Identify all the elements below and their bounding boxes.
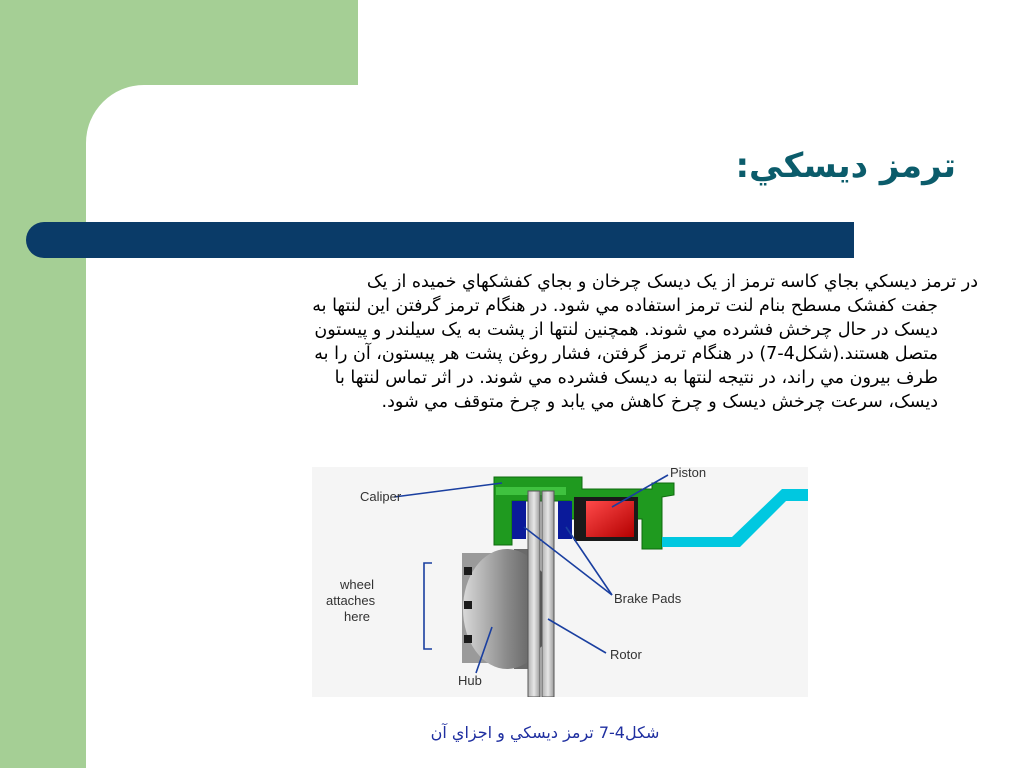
wheel-label-line-3: here: [344, 609, 371, 624]
body-line-5: طرف بيرون مي راند، در نتيجه لنتها به ديسک فشرده مي شوند. در اثر تماس لنتها با: [334, 368, 938, 388]
piston-label: Piston: [670, 467, 707, 480]
brake-pad-inner: [512, 501, 526, 539]
piston: [574, 497, 638, 541]
body-line-4: متصل هستند.(شكل4-7) در هنگام ترمز گرفتن، فشار روغن پشت هر پيستون، آن را به: [314, 344, 938, 364]
wheel-label-line-1: wheel: [340, 577, 374, 592]
body-paragraph: [128, 270, 978, 414]
figure-caption: شكل4-7 ترمز ديسكي و اجزاي آن: [430, 723, 660, 742]
slide-title: ترمز ديسكي:: [735, 146, 956, 186]
body-line-1: در ترمز ديسكي بجاي كاسه ترمز از يک ديسک چرخان و بجاي كفشكهاي خميده از يک: [366, 272, 978, 292]
title-underline-bar: [26, 222, 854, 258]
caliper-label: Caliper: [360, 489, 402, 504]
hydraulic-line: [662, 489, 808, 547]
brake-pads-label: Brake Pads: [614, 591, 682, 606]
rotor-leader-line: [548, 619, 606, 653]
wheel-label-line-2: attaches: [326, 593, 376, 608]
rotor-label: Rotor: [610, 647, 642, 662]
wheel-bracket: [424, 563, 432, 649]
body-line-3: ديسک در حال چرخش فشرده مي شوند. همچنين لنتها از پشت به يک سيلندر و پيستون: [314, 320, 938, 340]
body-line-6: ديسک، سرعت چرخش ديسک و چرخ كاهش مي يابد و چرخ متوقف مي شود.: [381, 392, 938, 412]
disc-brake-diagram: [312, 467, 808, 697]
caliper-leader-line: [394, 483, 502, 497]
body-line-2: جفت كفشک مسطح بنام لنت ترمز استفاده مي شود. در هنگام ترمز گرفتن اين لنتها به: [312, 296, 938, 316]
hub-label: Hub: [458, 673, 482, 688]
